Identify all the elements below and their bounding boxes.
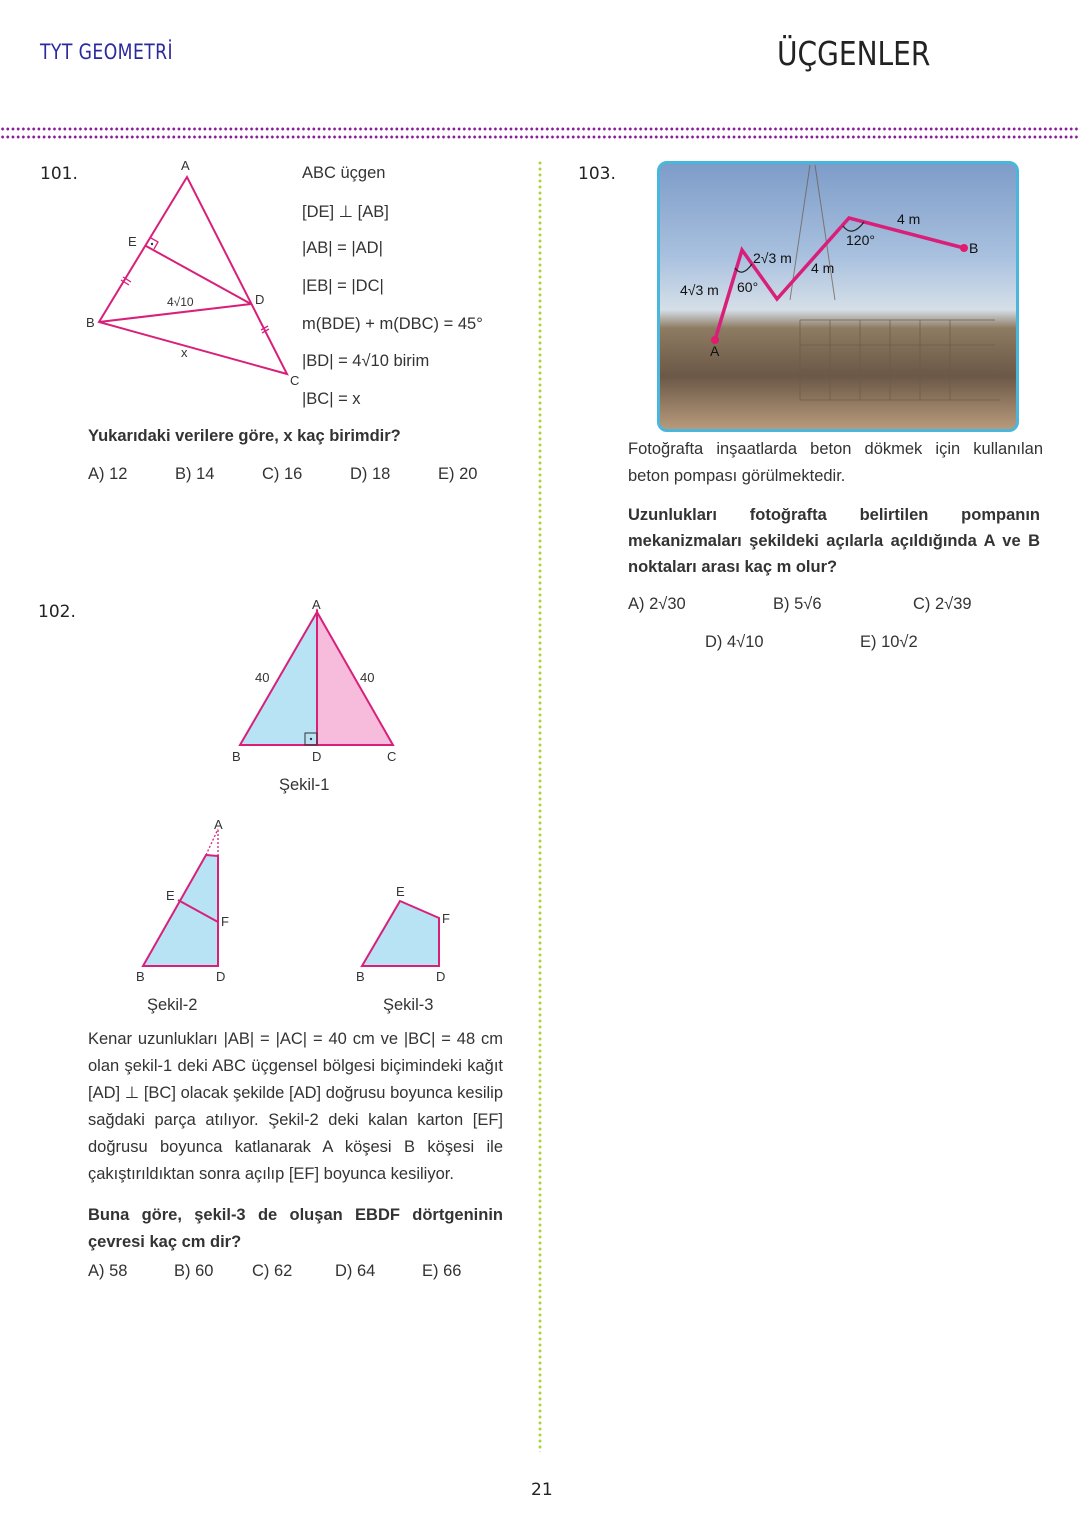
figure-caption: Şekil-1 <box>279 776 330 794</box>
option-c[interactable]: C) 16 <box>262 465 303 483</box>
point-label-d: D <box>312 749 322 764</box>
option-d[interactable]: D) 64 <box>335 1262 376 1280</box>
length-label: 2√3 m <box>753 250 792 266</box>
option-a[interactable]: A) 58 <box>88 1262 128 1280</box>
given-line: |BD| = 4√10 birim <box>302 352 430 370</box>
point-label-e: E <box>396 884 405 899</box>
length-label: 4 m <box>897 211 921 227</box>
option-d[interactable]: D) 4√10 <box>705 633 764 651</box>
option-e[interactable]: E) 66 <box>422 1262 462 1280</box>
option-c[interactable]: C) 62 <box>252 1262 293 1280</box>
point-label-b: B <box>86 315 95 330</box>
question-text: Uzunlukları fotoğrafta belirtilen pompanın mekanizmaları şekildeki açılarla açıldığında A ve B noktaları arası kaç m olur? <box>628 506 1040 576</box>
option-a[interactable]: A) 2√30 <box>628 595 686 613</box>
point-label-a: A <box>214 817 223 832</box>
given-line: |EB| = |DC| <box>302 277 384 295</box>
shekil1-left-part <box>240 612 317 745</box>
shekil2-shape <box>143 855 218 966</box>
question-text: Yukarıdaki verilere göre, x kaç birimdir? <box>88 427 401 445</box>
point-label-d: D <box>255 292 265 307</box>
subject-title: TYT GEOMETRİ <box>40 40 174 64</box>
pump-boom-diagram <box>0 0 1080 500</box>
point-label-c: C <box>387 749 397 764</box>
point-label-d: D <box>216 969 226 984</box>
point-label-a: A <box>710 343 720 359</box>
point-label-b: B <box>969 240 979 256</box>
angle-label: 60° <box>737 279 759 295</box>
given-line: |BC| = x <box>302 390 361 408</box>
length-label-ab: 40 <box>255 670 270 685</box>
point-label-a: A <box>181 158 190 173</box>
question-text: Buna göre, şekil-3 de oluşan EBDF dörtgeninin çevresi kaç cm dir? <box>88 1206 503 1251</box>
figure-caption: Şekil-3 <box>383 996 434 1014</box>
length-label-bd: 4√10 <box>167 295 194 309</box>
point-label-d: D <box>436 969 446 984</box>
question-number: 102. <box>38 602 76 622</box>
point-label-c: C <box>290 373 300 388</box>
option-a[interactable]: A) 12 <box>88 465 128 483</box>
option-b[interactable]: B) 14 <box>175 465 215 483</box>
shekil1-right-part <box>317 612 393 745</box>
problem-text: Fotoğrafta inşaatlarda beton dökmek için kullanılan beton pompası görülmektedir. <box>628 440 1043 485</box>
given-line: ABC üçgen <box>302 164 386 182</box>
point-label-f: F <box>442 911 450 926</box>
problem-text: Kenar uzunlukları |AB| = |AC| = 40 cm ve |BC| = 48 cm olan şekil-1 deki ABC üçgensel bölgesi biçimindeki kağıt [AD] ⊥ [BC] olacak şekilde [AD] doğrusu boyunca kesilip sağdaki parça atılıyor. Şekil-2 deki kalan karton [EF] doğrusu boyunca katlanarak A köşesi B köşesi ile çakıştırıldıktan sonra açılıp [EF] boyunca kesiliyor. <box>88 1030 503 1183</box>
option-b[interactable]: B) 60 <box>174 1262 214 1280</box>
point-label-b: B <box>356 969 365 984</box>
point-label-a: A <box>312 597 321 612</box>
length-label: 4√3 m <box>680 282 719 298</box>
option-e[interactable]: E) 10√2 <box>860 633 918 651</box>
point-label-b: B <box>232 749 241 764</box>
option-d[interactable]: D) 18 <box>350 465 391 483</box>
given-line: [DE] ⊥ [AB] <box>302 203 389 221</box>
length-label-ac: 40 <box>360 670 375 685</box>
given-line: m(BDE) + m(DBC) = 45° <box>302 315 483 333</box>
point-label-b: B <box>136 969 145 984</box>
page-number: 21 <box>531 1480 553 1500</box>
point-b-marker <box>960 244 968 252</box>
question-number: 101. <box>40 164 78 184</box>
length-label: 4 m <box>811 260 835 276</box>
point-label-e: E <box>166 888 175 903</box>
point-label-e: E <box>128 234 137 249</box>
shekil3-shape <box>362 901 439 966</box>
angle-label: 120° <box>846 232 875 248</box>
option-b[interactable]: B) 5√6 <box>773 595 822 613</box>
question-number: 103. <box>578 164 616 184</box>
point-label-f: F <box>221 914 229 929</box>
length-label-bc: x <box>181 345 188 360</box>
option-c[interactable]: C) 2√39 <box>913 595 972 613</box>
option-e[interactable]: E) 20 <box>438 465 478 483</box>
figure-caption: Şekil-2 <box>147 996 198 1014</box>
given-line: |AB| = |AD| <box>302 239 383 257</box>
topic-title: ÜÇGENLER <box>777 34 931 73</box>
